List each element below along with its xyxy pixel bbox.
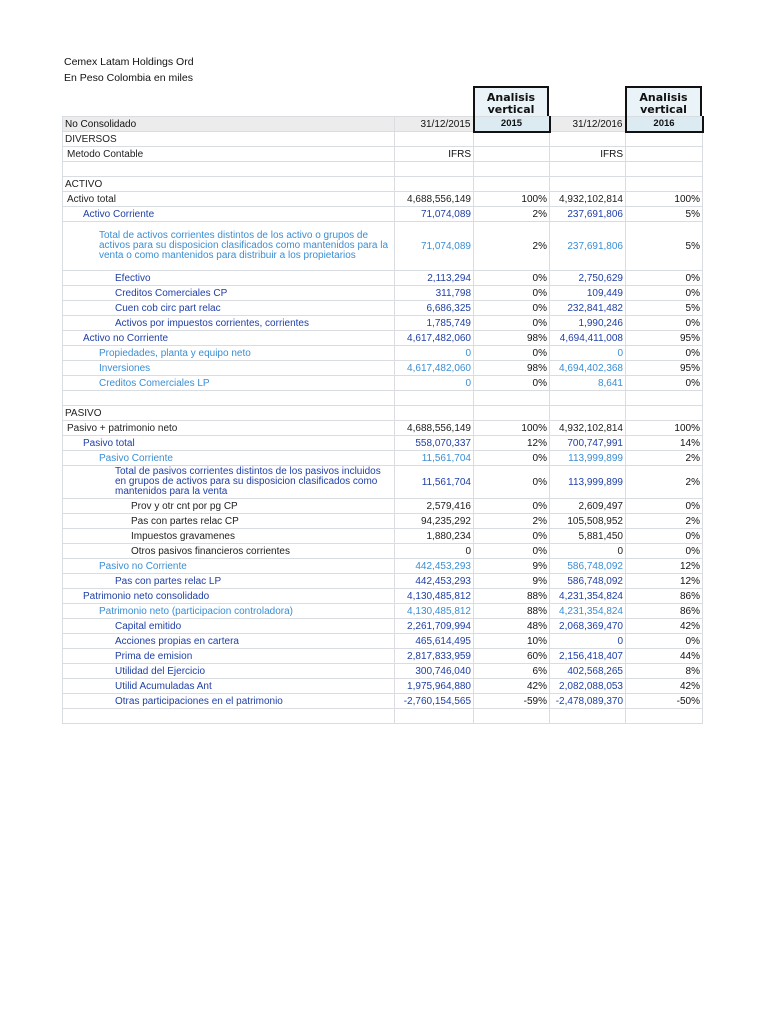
percent-2015: 0% bbox=[474, 316, 550, 331]
value-2016: 2,082,088,053 bbox=[550, 679, 626, 694]
row-label: Pas con partes relac LP bbox=[63, 574, 395, 589]
value-2015: 0 bbox=[395, 346, 474, 361]
percent-2015: 48% bbox=[474, 619, 550, 634]
value-2016: 1,990,246 bbox=[550, 316, 626, 331]
percent-2015: 98% bbox=[474, 361, 550, 376]
value-2016: 4,694,402,368 bbox=[550, 361, 626, 376]
value-2015: 1,880,234 bbox=[395, 529, 474, 544]
table-row bbox=[63, 466, 703, 499]
row-label: DIVERSOS bbox=[63, 132, 395, 147]
value-2015: 0 bbox=[395, 544, 474, 559]
value-2015 bbox=[395, 177, 474, 192]
value-2016: 0 bbox=[550, 544, 626, 559]
value-2015: 11,561,704 bbox=[395, 451, 474, 466]
row-label: Impuestos gravamenes bbox=[63, 529, 395, 544]
percent-2016: 2% bbox=[626, 451, 703, 466]
value-2015: 442,453,293 bbox=[395, 559, 474, 574]
header-year-2015: 2015 bbox=[474, 117, 550, 132]
table-row bbox=[63, 162, 703, 177]
table-row bbox=[63, 192, 703, 207]
value-2015: 11,561,704 bbox=[395, 466, 474, 499]
row-label bbox=[63, 391, 395, 406]
value-2015: 4,617,482,060 bbox=[395, 361, 474, 376]
table-row bbox=[63, 679, 703, 694]
percent-2016: 0% bbox=[626, 346, 703, 361]
row-label: Activos por impuestos corrientes, corrientes bbox=[63, 316, 395, 331]
percent-2016: 86% bbox=[626, 604, 703, 619]
row-label: Acciones propias en cartera bbox=[63, 634, 395, 649]
row-label: ACTIVO bbox=[63, 177, 395, 192]
value-2015 bbox=[395, 391, 474, 406]
table-row bbox=[63, 376, 703, 391]
percent-2016: 95% bbox=[626, 331, 703, 346]
value-2015: 4,617,482,060 bbox=[395, 331, 474, 346]
table-row bbox=[63, 514, 703, 529]
value-2015: IFRS bbox=[395, 147, 474, 162]
percent-2016 bbox=[626, 162, 703, 177]
table-row bbox=[63, 544, 703, 559]
percent-2015: 0% bbox=[474, 529, 550, 544]
table-row bbox=[63, 421, 703, 436]
percent-2016: 0% bbox=[626, 544, 703, 559]
row-label: Pasivo Corriente bbox=[63, 451, 395, 466]
percent-2016: 0% bbox=[626, 286, 703, 301]
value-2016: 2,068,369,470 bbox=[550, 619, 626, 634]
percent-2016: 0% bbox=[626, 634, 703, 649]
table-row bbox=[63, 391, 703, 406]
value-2016: 2,156,418,407 bbox=[550, 649, 626, 664]
percent-2015: 2% bbox=[474, 222, 550, 271]
percent-2015: 60% bbox=[474, 649, 550, 664]
row-label bbox=[63, 709, 395, 724]
percent-2015 bbox=[474, 147, 550, 162]
table-row bbox=[63, 664, 703, 679]
percent-2015: 0% bbox=[474, 301, 550, 316]
value-2016: 113,999,899 bbox=[550, 466, 626, 499]
table-row bbox=[63, 709, 703, 724]
value-2016: 109,449 bbox=[550, 286, 626, 301]
value-2016: 4,932,102,814 bbox=[550, 192, 626, 207]
row-label: Metodo Contable bbox=[63, 147, 395, 162]
percent-2015 bbox=[474, 391, 550, 406]
value-2016: 0 bbox=[550, 346, 626, 361]
percent-2015: 98% bbox=[474, 331, 550, 346]
value-2015: 300,746,040 bbox=[395, 664, 474, 679]
percent-2016: 14% bbox=[626, 436, 703, 451]
value-2015: 94,235,292 bbox=[395, 514, 474, 529]
value-2016: 2,750,629 bbox=[550, 271, 626, 286]
company-name: Cemex Latam Holdings Ord bbox=[64, 56, 194, 68]
percent-2015: 0% bbox=[474, 499, 550, 514]
table-row bbox=[63, 132, 703, 147]
percent-2016: 12% bbox=[626, 559, 703, 574]
percent-2016: 0% bbox=[626, 499, 703, 514]
table-row bbox=[63, 589, 703, 604]
value-2015: 71,074,089 bbox=[395, 222, 474, 271]
percent-2016: 2% bbox=[626, 466, 703, 499]
percent-2016: 95% bbox=[626, 361, 703, 376]
percent-2016: 5% bbox=[626, 222, 703, 271]
row-label: Pasivo + patrimonio neto bbox=[63, 421, 395, 436]
percent-2015: 0% bbox=[474, 544, 550, 559]
row-label bbox=[63, 162, 395, 177]
percent-2015: 0% bbox=[474, 451, 550, 466]
percent-2016: 5% bbox=[626, 207, 703, 222]
value-2015: 1,975,964,880 bbox=[395, 679, 474, 694]
value-2016 bbox=[550, 162, 626, 177]
value-2015 bbox=[395, 162, 474, 177]
percent-2016: 0% bbox=[626, 316, 703, 331]
row-label: Activo Corriente bbox=[63, 207, 395, 222]
value-2015: 2,579,416 bbox=[395, 499, 474, 514]
row-label: Otras participaciones en el patrimonio bbox=[63, 694, 395, 709]
row-label: Efectivo bbox=[63, 271, 395, 286]
percent-2016 bbox=[626, 406, 703, 421]
header-date-2016: 31/12/2016 bbox=[550, 117, 626, 132]
table-row bbox=[63, 619, 703, 634]
percent-2016: -50% bbox=[626, 694, 703, 709]
table-row bbox=[63, 316, 703, 331]
value-2016: 232,841,482 bbox=[550, 301, 626, 316]
financial-table bbox=[62, 116, 704, 724]
value-2016: 0 bbox=[550, 634, 626, 649]
percent-2016: 100% bbox=[626, 421, 703, 436]
percent-2015: 0% bbox=[474, 286, 550, 301]
table-row bbox=[63, 222, 703, 271]
row-label: Pasivo no Corriente bbox=[63, 559, 395, 574]
value-2015: 465,614,495 bbox=[395, 634, 474, 649]
value-2015: 1,785,749 bbox=[395, 316, 474, 331]
value-2016: 5,881,450 bbox=[550, 529, 626, 544]
table-row bbox=[63, 331, 703, 346]
table-header-row bbox=[63, 117, 703, 132]
percent-2015 bbox=[474, 406, 550, 421]
value-2016: 8,641 bbox=[550, 376, 626, 391]
value-2016: 2,609,497 bbox=[550, 499, 626, 514]
row-label: Propiedades, planta y equipo neto bbox=[63, 346, 395, 361]
header-label: No Consolidado bbox=[63, 117, 395, 132]
percent-2015: 6% bbox=[474, 664, 550, 679]
value-2015: 558,070,337 bbox=[395, 436, 474, 451]
row-label: Activo no Corriente bbox=[63, 331, 395, 346]
row-label: Utilid Acumuladas Ant bbox=[63, 679, 395, 694]
value-2016 bbox=[550, 709, 626, 724]
value-2015: 311,798 bbox=[395, 286, 474, 301]
percent-2015: 9% bbox=[474, 574, 550, 589]
row-label: Prima de emision bbox=[63, 649, 395, 664]
table-row bbox=[63, 346, 703, 361]
percent-2015: 12% bbox=[474, 436, 550, 451]
row-label: PASIVO bbox=[63, 406, 395, 421]
percent-2016: 44% bbox=[626, 649, 703, 664]
percent-2016: 8% bbox=[626, 664, 703, 679]
value-2016 bbox=[550, 177, 626, 192]
row-label: Activo total bbox=[63, 192, 395, 207]
value-2015: 4,688,556,149 bbox=[395, 192, 474, 207]
percent-2016 bbox=[626, 709, 703, 724]
row-label: Cuen cob circ part relac bbox=[63, 301, 395, 316]
analysis-header-2016: Analisis vertical bbox=[625, 86, 702, 117]
header-year-2016: 2016 bbox=[626, 117, 703, 132]
value-2016: 4,694,411,008 bbox=[550, 331, 626, 346]
currency-note: En Peso Colombia en miles bbox=[64, 72, 193, 84]
table-row bbox=[63, 634, 703, 649]
percent-2016: 12% bbox=[626, 574, 703, 589]
percent-2015: 88% bbox=[474, 604, 550, 619]
analysis-header-2015: Analisis vertical bbox=[473, 86, 549, 117]
row-label: Patrimonio neto (participacion controladora) bbox=[63, 604, 395, 619]
row-label: Patrimonio neto consolidado bbox=[63, 589, 395, 604]
value-2016: 113,999,899 bbox=[550, 451, 626, 466]
value-2016: 4,231,354,824 bbox=[550, 604, 626, 619]
table-row bbox=[63, 559, 703, 574]
percent-2016 bbox=[626, 147, 703, 162]
percent-2015: 9% bbox=[474, 559, 550, 574]
percent-2016: 42% bbox=[626, 679, 703, 694]
percent-2016: 100% bbox=[626, 192, 703, 207]
percent-2016: 0% bbox=[626, 376, 703, 391]
table-row bbox=[63, 271, 703, 286]
table-body bbox=[63, 132, 703, 724]
percent-2016: 0% bbox=[626, 529, 703, 544]
table-row bbox=[63, 207, 703, 222]
value-2016: 402,568,265 bbox=[550, 664, 626, 679]
value-2015: 2,261,709,994 bbox=[395, 619, 474, 634]
percent-2016: 86% bbox=[626, 589, 703, 604]
row-label: Creditos Comerciales LP bbox=[63, 376, 395, 391]
value-2016: 4,932,102,814 bbox=[550, 421, 626, 436]
percent-2015: 10% bbox=[474, 634, 550, 649]
value-2015: 4,688,556,149 bbox=[395, 421, 474, 436]
percent-2016: 42% bbox=[626, 619, 703, 634]
percent-2015 bbox=[474, 132, 550, 147]
value-2015: 2,817,833,959 bbox=[395, 649, 474, 664]
percent-2015: 0% bbox=[474, 466, 550, 499]
value-2015: 2,113,294 bbox=[395, 271, 474, 286]
value-2016: -2,478,089,370 bbox=[550, 694, 626, 709]
percent-2015 bbox=[474, 162, 550, 177]
value-2016 bbox=[550, 406, 626, 421]
value-2016: 4,231,354,824 bbox=[550, 589, 626, 604]
table-row bbox=[63, 286, 703, 301]
percent-2015: 42% bbox=[474, 679, 550, 694]
row-label: Pas con partes relac CP bbox=[63, 514, 395, 529]
table-row bbox=[63, 529, 703, 544]
percent-2015: 2% bbox=[474, 207, 550, 222]
value-2016: 237,691,806 bbox=[550, 222, 626, 271]
row-label: Otros pasivos financieros corrientes bbox=[63, 544, 395, 559]
row-label: Inversiones bbox=[63, 361, 395, 376]
percent-2016 bbox=[626, 391, 703, 406]
table-row bbox=[63, 436, 703, 451]
row-label: Utilidad del Ejercicio bbox=[63, 664, 395, 679]
row-label: Prov y otr cnt por pg CP bbox=[63, 499, 395, 514]
percent-2015: 0% bbox=[474, 376, 550, 391]
value-2015 bbox=[395, 132, 474, 147]
row-label: Pasivo total bbox=[63, 436, 395, 451]
table-row bbox=[63, 361, 703, 376]
table-row bbox=[63, 499, 703, 514]
value-2015: 0 bbox=[395, 376, 474, 391]
percent-2016: 2% bbox=[626, 514, 703, 529]
percent-2015: 100% bbox=[474, 421, 550, 436]
value-2016: 700,747,991 bbox=[550, 436, 626, 451]
row-label: Creditos Comerciales CP bbox=[63, 286, 395, 301]
percent-2016 bbox=[626, 177, 703, 192]
percent-2015: 100% bbox=[474, 192, 550, 207]
value-2016: 586,748,092 bbox=[550, 559, 626, 574]
value-2015: 4,130,485,812 bbox=[395, 589, 474, 604]
header-date-2015: 31/12/2015 bbox=[395, 117, 474, 132]
value-2016 bbox=[550, 391, 626, 406]
percent-2016 bbox=[626, 132, 703, 147]
table-row bbox=[63, 177, 703, 192]
table-row bbox=[63, 406, 703, 421]
value-2015: 6,686,325 bbox=[395, 301, 474, 316]
value-2015 bbox=[395, 406, 474, 421]
percent-2015: -59% bbox=[474, 694, 550, 709]
row-label: Total de pasivos corrientes distintos de los pasivos incluidos en grupos de activos para su disposicion clasificados como mantenidos para la venta bbox=[63, 466, 395, 499]
value-2015 bbox=[395, 709, 474, 724]
value-2015: 4,130,485,812 bbox=[395, 604, 474, 619]
table-row bbox=[63, 604, 703, 619]
percent-2015: 0% bbox=[474, 346, 550, 361]
percent-2015: 0% bbox=[474, 271, 550, 286]
row-label: Capital emitido bbox=[63, 619, 395, 634]
table-row bbox=[63, 649, 703, 664]
percent-2015: 88% bbox=[474, 589, 550, 604]
value-2016: 237,691,806 bbox=[550, 207, 626, 222]
percent-2015 bbox=[474, 177, 550, 192]
percent-2015: 2% bbox=[474, 514, 550, 529]
table-row bbox=[63, 694, 703, 709]
value-2016: 105,508,952 bbox=[550, 514, 626, 529]
value-2015: 71,074,089 bbox=[395, 207, 474, 222]
row-label: Total de activos corrientes distintos de los activo o grupos de activos para su disposicion clasificados como mantenidos para la venta o como mantenidos para distribuir a los propietarios bbox=[63, 222, 395, 271]
value-2016: 586,748,092 bbox=[550, 574, 626, 589]
value-2016: IFRS bbox=[550, 147, 626, 162]
value-2015: -2,760,154,565 bbox=[395, 694, 474, 709]
table-row bbox=[63, 301, 703, 316]
value-2016 bbox=[550, 132, 626, 147]
percent-2016: 0% bbox=[626, 271, 703, 286]
table-row bbox=[63, 451, 703, 466]
value-2015: 442,453,293 bbox=[395, 574, 474, 589]
percent-2015 bbox=[474, 709, 550, 724]
table-row bbox=[63, 147, 703, 162]
table-row bbox=[63, 574, 703, 589]
percent-2016: 5% bbox=[626, 301, 703, 316]
